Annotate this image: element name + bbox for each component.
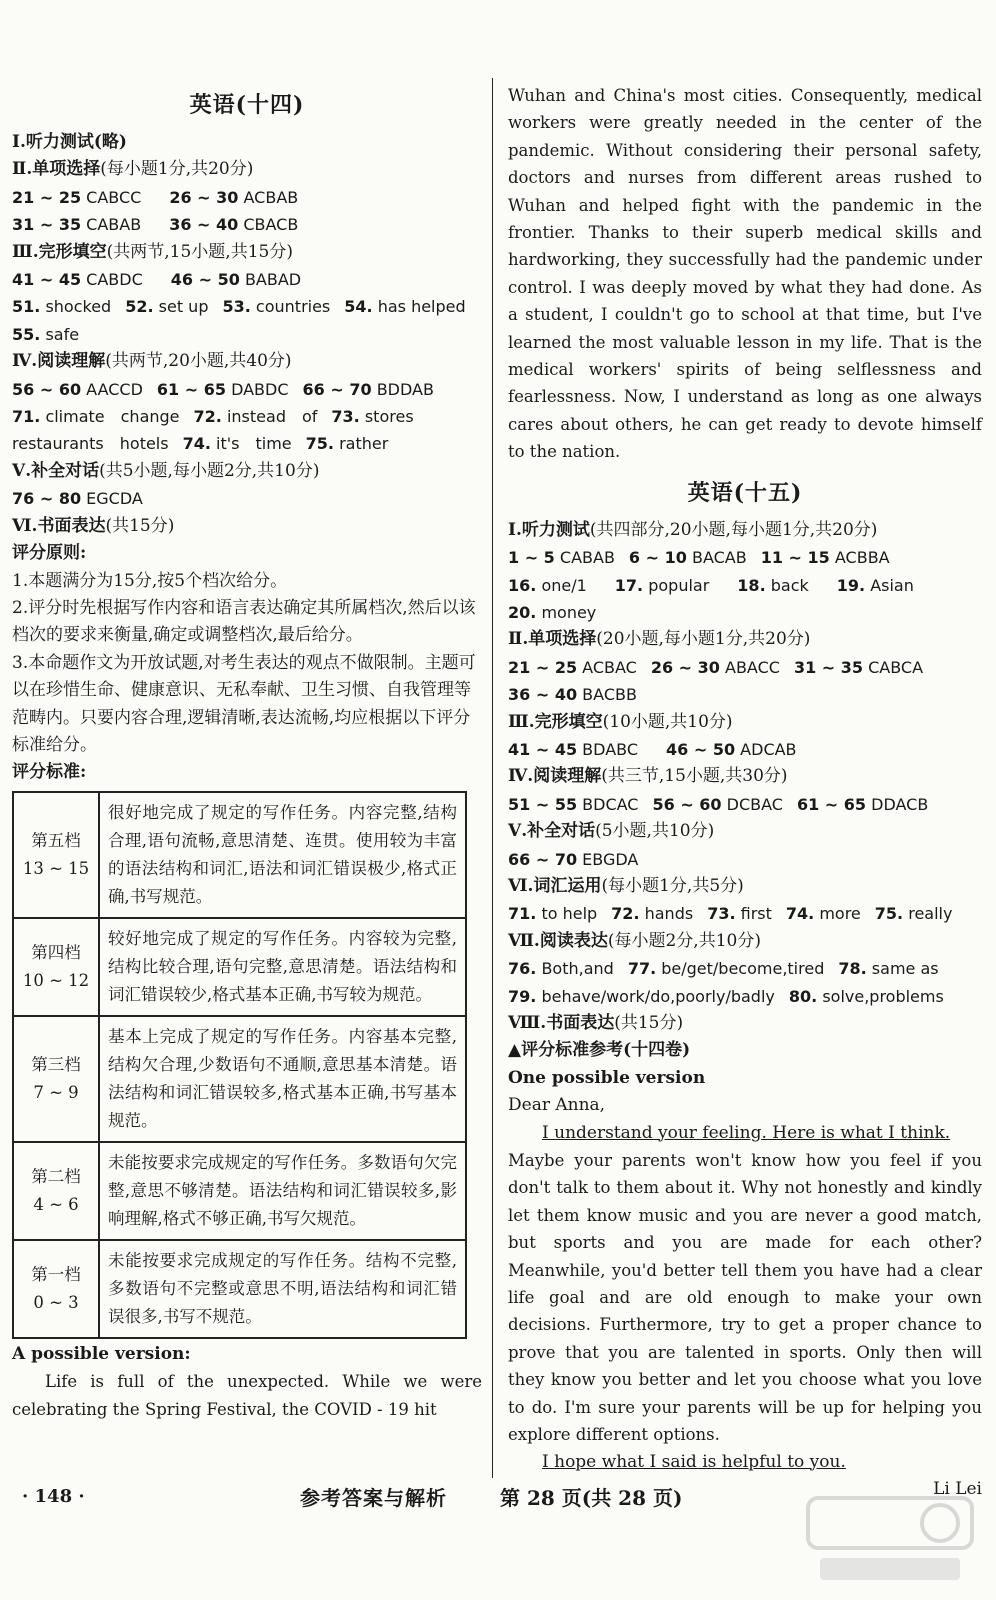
- answer-line: 21 ~ 25 CABCC 26 ~ 30 ACBAB: [12, 187, 299, 207]
- part-heading: Ⅶ.阅读表达(每小题2分,共10分): [508, 930, 761, 951]
- letter-opening-text: I understand your feeling. Here is what I think.: [542, 1122, 951, 1143]
- grade-description: 很好地完成了规定的写作任务。内容完整,结构合理,语句流畅,意思清楚、连贯。使用较为丰富的语法结构和词汇,语法和词汇错误极少,格式正确,书写规范。: [99, 792, 466, 918]
- table-row: [13, 1240, 466, 1338]
- answer-line: 71. to help 72. hands 73. first 74. more 75. really: [508, 904, 953, 924]
- answer-line: 51. shocked 52. set up 53. countries 54. has helped: [12, 297, 466, 317]
- right-column: [508, 82, 982, 1503]
- letter-closing: [508, 1449, 982, 1476]
- part-heading: Ⅳ.阅读理解(共两节,20小题,共40分): [12, 351, 292, 372]
- column-divider: [492, 78, 493, 1478]
- answer-line: 56 ~ 60 AACCD 61 ~ 65 DABDC 66 ~ 70 BDDAB: [12, 379, 434, 399]
- scoring-rule: 3.本命题作文为开放试题,对考生表达的观点不做限制。主题可以在珍惜生命、健康意识、无私奉献、卫生习惯、自我管理等范畴内。只要内容合理,逻辑清晰,表达流畅,均应根据以下评分标准给分。: [12, 652, 476, 755]
- part-heading: Ⅴ.补全对话(共5小题,每小题2分,共10分): [12, 460, 320, 481]
- answer-line: 76. Both,and 77. be/get/become,tired 78. same as: [508, 959, 939, 979]
- answer-line: 20. money: [508, 602, 597, 622]
- answer-line: restaurants hotels 74. it's time 75. rather: [12, 434, 389, 454]
- scoring-rule: 2.评分时先根据写作内容和语言表达确定其所属档次,然后以该档次的要求来衡量,确定或调整档次,最后给分。: [12, 597, 476, 646]
- answer-line: 66 ~ 70 EBGDA: [508, 849, 639, 869]
- scoring-principles-heading: 评分原则:: [12, 543, 87, 564]
- grade-description: 较好地完成了规定的写作任务。内容较为完整,结构比较合理,语句完整,意思清楚。语法结构和词汇错误较少,格式基本正确,书写较为规范。: [99, 918, 466, 1016]
- part-heading: Ⅱ.单项选择(20小题,每小题1分,共20分): [508, 629, 811, 650]
- possible-version-heading: One possible version: [508, 1067, 706, 1088]
- answer-line: 71. climate change 72. instead of 73. stores: [12, 407, 414, 427]
- part-heading: Ⅵ.书面表达(共15分): [12, 515, 175, 536]
- reference-heading: ▲评分标准参考(十四卷): [508, 1040, 691, 1061]
- possible-version-heading: A possible version:: [12, 1343, 191, 1364]
- answer-line: 31 ~ 35 CABAB 36 ~ 40 CBACB: [12, 215, 299, 235]
- left-column: [12, 82, 482, 1423]
- letter-closing-text: I hope what I said is helpful to you.: [542, 1451, 846, 1472]
- grade-description: 基本上完成了规定的写作任务。内容基本完整,结构欠合理,少数语句不通顺,意思基本清楚。语法结构和词汇错误较多,格式基本正确,书写基本规范。: [99, 1016, 466, 1142]
- part-heading: Ⅲ.完形填空(共两节,15小题,共15分): [12, 241, 293, 262]
- grade-level: 第一档 0 ~ 3: [13, 1240, 99, 1338]
- grade-description: 未能按要求完成规定的写作任务。多数语句欠完整,意思不够清楚。语法结构和词汇错误较多,影响理解,格式不够正确,书写欠规范。: [99, 1142, 466, 1240]
- grade-level: 第四档 10 ~ 12: [13, 918, 99, 1016]
- scoring-rule: 1.本题满分为15分,按5个档次给分。: [12, 570, 288, 591]
- answer-line: 21 ~ 25 ACBAC 26 ~ 30 ABACC 31 ~ 35 CABCA: [508, 657, 924, 677]
- answer-line: 16. one/1 17. popular 18. back 19. Asian: [508, 575, 914, 595]
- watermark-logo-icon: [800, 1490, 980, 1590]
- part-heading: Ⅷ.书面表达(共15分): [508, 1013, 684, 1033]
- letter-salutation: Dear Anna,: [508, 1095, 606, 1116]
- part-heading: Ⅱ.单项选择(每小题1分,共20分): [12, 159, 254, 180]
- letter-signature: Li Lei: [933, 1478, 982, 1499]
- section-title-14: 英语(十四): [189, 92, 305, 118]
- part-heading: Ⅵ.词汇运用(每小题1分,共5分): [508, 875, 744, 896]
- letter-opening: [508, 1120, 982, 1147]
- table-row: [13, 792, 466, 918]
- scoring-standard-heading: 评分标准:: [12, 762, 87, 783]
- grade-level: 第五档 13 ~ 15: [13, 792, 99, 918]
- footer-page-count: 第 28 页(共 28 页): [500, 1486, 683, 1510]
- table-row: [13, 1016, 466, 1142]
- answer-line: 41 ~ 45 BDABC 46 ~ 50 ADCAB: [508, 739, 797, 759]
- answer-line: 41 ~ 45 CABDC 46 ~ 50 BABAD: [12, 270, 302, 290]
- answer-line: 51 ~ 55 BDCAC 56 ~ 60 DCBAC 61 ~ 65 DDACB: [508, 794, 929, 814]
- part-heading: Ⅴ.补全对话(5小题,共10分): [508, 821, 715, 842]
- part-heading: Ⅳ.阅读理解(共三节,15小题,共30分): [508, 766, 788, 787]
- table-row: [13, 1142, 466, 1240]
- section-title-15: 英语(十五): [687, 479, 803, 506]
- page-number: · 148 ·: [22, 1486, 85, 1507]
- answer-line: 36 ~ 40 BACBB: [508, 685, 637, 705]
- table-row: [13, 918, 466, 1016]
- answer-line: 55. safe: [12, 324, 80, 344]
- grade-description: 未能按要求完成规定的写作任务。结构不完整,多数语句不完整或意思不明,语法结构和词汇错误很多,书写不规范。: [99, 1240, 466, 1338]
- answer-line: 1 ~ 5 CABAB 6 ~ 10 BACAB 11 ~ 15 ACBBA: [508, 548, 890, 568]
- grade-level: 第三档 7 ~ 9: [13, 1016, 99, 1142]
- grade-level: 第二档 4 ~ 6: [13, 1142, 99, 1240]
- footer-title: 参考答案与解析: [300, 1486, 447, 1510]
- grading-table: [12, 791, 467, 1339]
- essay-paragraph: Wuhan and China's most cities. Consequently, medical workers were greatly needed in the center of the pandemic. Without considering their personal safety, doctors and nurses from different areas rushed to Wuhan and helped fight with the pandemic in the frontier. Thanks to their superb medical skills and hardworking, they successfully had the pandemic under control. I was deeply moved by what they had done. As a student, I couldn't go to school at that time, but I've learned the most valuable lesson in my life. That is the medical workers' spirits of being selflessness and fearlessness. Now, I understand as long as one always cares about others, he can get ready to devote himself to the nation.: [508, 86, 982, 462]
- part-heading: Ⅰ.听力测试(略): [12, 132, 127, 152]
- essay-paragraph: Life is full of the unexpected. While we were celebrating the Spring Festival, the COVID - 19 hit: [12, 1372, 482, 1419]
- letter-body: Maybe your parents won't know how you feel if you don't talk to them about it. Why not honestly and kindly let them know music and you are never a good match, but sports and you are made for each other? Meanwhile, you'd better tell them you have had a clear life goal and are old enough to make your own decisions. Furthermore, try to get a proper chance to prove that you are talented in sports. Only then will they know you better and let you choose what you love to do. I'm sure your parents will be up for helping you explore different options.: [508, 1151, 982, 1445]
- part-heading: Ⅰ.听力测试(共四部分,20小题,每小题1分,共20分): [508, 519, 878, 540]
- answer-line: 76 ~ 80 EGCDA: [12, 489, 143, 509]
- part-heading: Ⅲ.完形填空(10小题,共10分): [508, 711, 733, 732]
- answer-line: 79. behave/work/do,poorly/badly 80. solve,problems: [508, 986, 944, 1006]
